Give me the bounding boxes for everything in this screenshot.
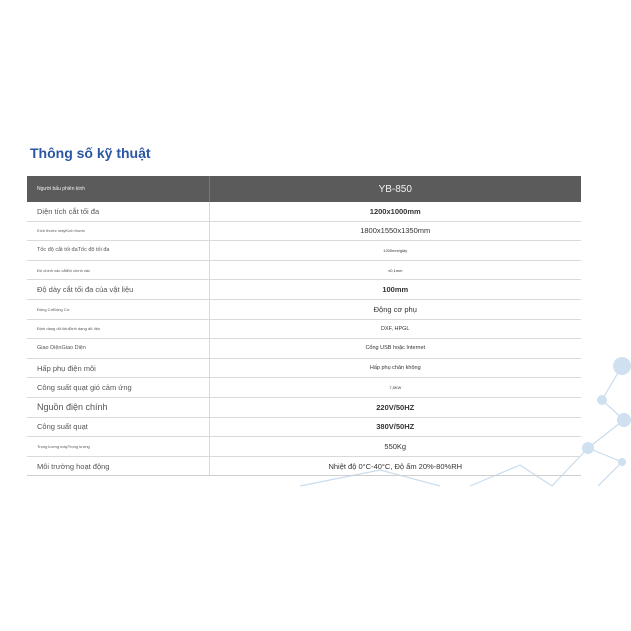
table-row <box>27 397 581 417</box>
spec-value: 1200x1000mm <box>209 202 581 221</box>
table-row <box>27 221 581 241</box>
spec-value: Cổng USB hoặc Internet <box>209 339 581 359</box>
spec-label: Môi trường hoạt động <box>27 456 209 476</box>
spec-table <box>27 176 581 476</box>
spec-value: Nhiệt độ 0°C-40°C, Độ ẩm 20%-80%RH <box>209 456 581 476</box>
table-row <box>27 378 581 398</box>
spec-label: Hấp phụ điện môi <box>27 358 209 378</box>
spec-value: 380V/50HZ <box>209 417 581 437</box>
table-row <box>27 358 581 378</box>
table-row <box>27 299 581 319</box>
table-row <box>27 456 581 476</box>
spec-value: 7,5KW <box>209 378 581 398</box>
spec-label: Độ chính xác cắtĐộ chính xác <box>27 260 209 280</box>
spec-label: Tốc độ cắt tối đaTốc độ tối đa <box>27 241 209 261</box>
table-row <box>27 437 581 457</box>
table-header-row <box>27 176 581 202</box>
header-model: YB-850 <box>209 176 581 202</box>
spec-value: ±0,1mm <box>209 260 581 280</box>
spec-label: Độ dày cắt tối đa của vật liệu <box>27 280 209 300</box>
table-row <box>27 260 581 280</box>
header-label: Người bấu phiên kinh <box>27 176 209 202</box>
spec-label: Diện tích cắt tối đa <box>27 202 209 221</box>
table-row <box>27 202 581 221</box>
table-row <box>27 417 581 437</box>
spec-value: 1200mm/giây <box>209 241 581 261</box>
spec-value: 100mm <box>209 280 581 300</box>
spec-value: DXF, HPGL <box>209 319 581 339</box>
spec-label: Kích thước máyKích thước <box>27 221 209 241</box>
spec-label: Định dạng dữ liệuĐịnh dạng dữ liệu <box>27 319 209 339</box>
spec-value: 1800x1550x1350mm <box>209 221 581 241</box>
spec-label: Động CơĐộng Cơ <box>27 299 209 319</box>
spec-value: 550Kg <box>209 437 581 457</box>
spec-label: Trọng lượng máyTrọng lượng <box>27 437 209 457</box>
table-row <box>27 280 581 300</box>
table-row <box>27 319 581 339</box>
table-row <box>27 241 581 261</box>
spec-value: Động cơ phụ <box>209 299 581 319</box>
page-title: Thông số kỹ thuật <box>30 145 151 161</box>
table-row <box>27 339 581 359</box>
spec-label: Công suất quạt <box>27 417 209 437</box>
spec-label: Công suất quạt gió cảm ứng <box>27 378 209 398</box>
spec-value: Hấp phụ chân không <box>209 358 581 378</box>
spec-value: 220V/50HZ <box>209 397 581 417</box>
spec-label: Nguồn điện chính <box>27 397 209 417</box>
spec-label: Giao DiệnGiao Diện <box>27 339 209 359</box>
